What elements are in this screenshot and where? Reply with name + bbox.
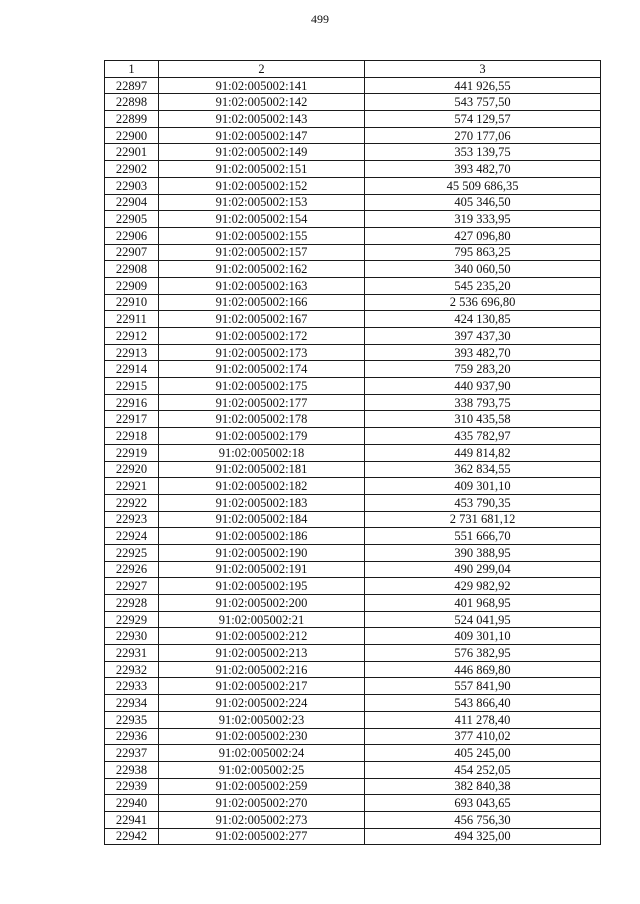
cadastral-number-cell: 91:02:005002:217 <box>159 678 365 695</box>
cadastral-number-cell: 91:02:005002:183 <box>159 494 365 511</box>
table-row <box>105 94 601 111</box>
table-row <box>105 778 601 795</box>
table-row <box>105 695 601 712</box>
cadastral-value-cell: 551 666,70 <box>365 528 601 545</box>
cadastral-number-cell: 91:02:005002:186 <box>159 528 365 545</box>
table-row <box>105 127 601 144</box>
cadastral-number-cell: 91:02:005002:162 <box>159 261 365 278</box>
cadastral-number-cell: 91:02:005002:155 <box>159 227 365 244</box>
table-row <box>105 761 601 778</box>
table-row <box>105 411 601 428</box>
row-number-cell: 22909 <box>105 277 159 294</box>
cadastral-number-cell: 91:02:005002:179 <box>159 428 365 445</box>
row-number-cell: 22929 <box>105 611 159 628</box>
cadastral-number-cell: 91:02:005002:177 <box>159 394 365 411</box>
cadastral-number-cell: 91:02:005002:182 <box>159 478 365 495</box>
cadastral-number-cell: 91:02:005002:230 <box>159 728 365 745</box>
cadastral-value-cell: 543 866,40 <box>365 695 601 712</box>
row-number-cell: 22898 <box>105 94 159 111</box>
row-number-cell: 22900 <box>105 127 159 144</box>
cadastral-number-cell: 91:02:005002:21 <box>159 611 365 628</box>
row-number-cell: 22935 <box>105 711 159 728</box>
cadastral-value-cell: 490 299,04 <box>365 561 601 578</box>
cadastral-value-cell: 409 301,10 <box>365 628 601 645</box>
table-row <box>105 277 601 294</box>
row-number-cell: 22921 <box>105 478 159 495</box>
row-number-cell: 22903 <box>105 177 159 194</box>
cadastral-value-cell: 453 790,35 <box>365 494 601 511</box>
row-number-cell: 22942 <box>105 828 159 845</box>
table-row <box>105 461 601 478</box>
cadastral-number-cell: 91:02:005002:167 <box>159 311 365 328</box>
cadastral-value-cell: 2 731 681,12 <box>365 511 601 528</box>
page-number: 499 <box>311 12 329 26</box>
cadastral-number-cell: 91:02:005002:178 <box>159 411 365 428</box>
row-number-cell: 22907 <box>105 244 159 261</box>
cadastral-value-cell: 440 937,90 <box>365 378 601 395</box>
cadastral-number-cell: 91:02:005002:154 <box>159 211 365 228</box>
cadastral-value-cell: 524 041,95 <box>365 611 601 628</box>
table-row <box>105 661 601 678</box>
row-number-cell: 22902 <box>105 161 159 178</box>
table-row <box>105 494 601 511</box>
cadastral-value-cell: 2 536 696,80 <box>365 294 601 311</box>
row-number-cell: 22928 <box>105 595 159 612</box>
cadastral-value-table <box>104 60 601 845</box>
row-number-cell: 22939 <box>105 778 159 795</box>
table-row <box>105 728 601 745</box>
cadastral-value-cell: 353 139,75 <box>365 144 601 161</box>
row-number-cell: 22910 <box>105 294 159 311</box>
row-number-cell: 22926 <box>105 561 159 578</box>
row-number-cell: 22936 <box>105 728 159 745</box>
table-row <box>105 227 601 244</box>
table-row <box>105 361 601 378</box>
cadastral-number-cell: 91:02:005002:195 <box>159 578 365 595</box>
row-number-cell: 22940 <box>105 795 159 812</box>
cadastral-number-cell: 91:02:005002:163 <box>159 277 365 294</box>
cadastral-number-cell: 91:02:005002:153 <box>159 194 365 211</box>
cadastral-number-cell: 91:02:005002:18 <box>159 444 365 461</box>
cadastral-number-cell: 91:02:005002:175 <box>159 378 365 395</box>
row-number-cell: 22917 <box>105 411 159 428</box>
row-number-cell: 22914 <box>105 361 159 378</box>
table-header-row <box>105 61 601 78</box>
cadastral-number-cell: 91:02:005002:25 <box>159 761 365 778</box>
cadastral-value-cell: 393 482,70 <box>365 161 601 178</box>
table-row <box>105 511 601 528</box>
cadastral-number-cell: 91:02:005002:270 <box>159 795 365 812</box>
cadastral-number-cell: 91:02:005002:142 <box>159 94 365 111</box>
table-body <box>105 77 601 845</box>
table-row <box>105 528 601 545</box>
row-number-cell: 22916 <box>105 394 159 411</box>
cadastral-value-cell: 429 982,92 <box>365 578 601 595</box>
cadastral-value-cell: 795 863,25 <box>365 244 601 261</box>
row-number-cell: 22934 <box>105 695 159 712</box>
cadastral-value-cell: 557 841,90 <box>365 678 601 695</box>
table-row <box>105 177 601 194</box>
cadastral-number-cell: 91:02:005002:184 <box>159 511 365 528</box>
cadastral-value-cell: 362 834,55 <box>365 461 601 478</box>
row-number-cell: 22925 <box>105 544 159 561</box>
row-number-cell: 22901 <box>105 144 159 161</box>
row-number-cell: 22931 <box>105 645 159 662</box>
cadastral-value-cell: 45 509 686,35 <box>365 177 601 194</box>
table-row <box>105 811 601 828</box>
cadastral-number-cell: 91:02:005002:224 <box>159 695 365 712</box>
cadastral-value-cell: 454 252,05 <box>365 761 601 778</box>
row-number-cell: 22927 <box>105 578 159 595</box>
table-row <box>105 561 601 578</box>
cadastral-value-cell: 382 840,38 <box>365 778 601 795</box>
cadastral-value-cell: 310 435,58 <box>365 411 601 428</box>
cadastral-number-cell: 91:02:005002:174 <box>159 361 365 378</box>
cadastral-number-cell: 91:02:005002:277 <box>159 828 365 845</box>
cadastral-number-cell: 91:02:005002:166 <box>159 294 365 311</box>
cadastral-number-cell: 91:02:005002:149 <box>159 144 365 161</box>
cadastral-value-cell: 456 756,30 <box>365 811 601 828</box>
table-row <box>105 111 601 128</box>
row-number-cell: 22933 <box>105 678 159 695</box>
row-number-cell: 22911 <box>105 311 159 328</box>
row-number-cell: 22941 <box>105 811 159 828</box>
table-row <box>105 645 601 662</box>
cadastral-value-cell: 401 968,95 <box>365 595 601 612</box>
cadastral-number-cell: 91:02:005002:151 <box>159 161 365 178</box>
cadastral-value-cell: 390 388,95 <box>365 544 601 561</box>
cadastral-value-cell: 427 096,80 <box>365 227 601 244</box>
cadastral-value-cell: 405 245,00 <box>365 745 601 762</box>
cadastral-number-cell: 91:02:005002:143 <box>159 111 365 128</box>
row-number-cell: 22899 <box>105 111 159 128</box>
cadastral-number-cell: 91:02:005002:141 <box>159 77 365 94</box>
table-row <box>105 244 601 261</box>
cadastral-value-cell: 543 757,50 <box>365 94 601 111</box>
cadastral-number-cell: 91:02:005002:152 <box>159 177 365 194</box>
cadastral-number-cell: 91:02:005002:191 <box>159 561 365 578</box>
cadastral-value-cell: 377 410,02 <box>365 728 601 745</box>
cadastral-value-cell: 424 130,85 <box>365 311 601 328</box>
row-number-cell: 22906 <box>105 227 159 244</box>
row-number-cell: 22923 <box>105 511 159 528</box>
table-row <box>105 595 601 612</box>
cadastral-value-cell: 435 782,97 <box>365 428 601 445</box>
cadastral-number-cell: 91:02:005002:157 <box>159 244 365 261</box>
cadastral-value-cell: 405 346,50 <box>365 194 601 211</box>
cadastral-value-cell: 759 283,20 <box>365 361 601 378</box>
table-row <box>105 678 601 695</box>
cadastral-number-cell: 91:02:005002:259 <box>159 778 365 795</box>
cadastral-value-cell: 338 793,75 <box>365 394 601 411</box>
table-row <box>105 194 601 211</box>
table-row <box>105 478 601 495</box>
table-row <box>105 144 601 161</box>
column-header-number: 1 <box>105 61 159 78</box>
cadastral-value-cell: 441 926,55 <box>365 77 601 94</box>
cadastral-value-cell: 576 382,95 <box>365 645 601 662</box>
column-header-value: 3 <box>365 61 601 78</box>
cadastral-value-cell: 319 333,95 <box>365 211 601 228</box>
cadastral-value-cell: 393 482,70 <box>365 344 601 361</box>
cadastral-number-cell: 91:02:005002:216 <box>159 661 365 678</box>
table-row <box>105 795 601 812</box>
cadastral-number-cell: 91:02:005002:173 <box>159 344 365 361</box>
table-row <box>105 211 601 228</box>
table-row <box>105 711 601 728</box>
cadastral-value-cell: 494 325,00 <box>365 828 601 845</box>
table-row <box>105 161 601 178</box>
row-number-cell: 22904 <box>105 194 159 211</box>
table-row <box>105 261 601 278</box>
cadastral-number-cell: 91:02:005002:24 <box>159 745 365 762</box>
row-number-cell: 22924 <box>105 528 159 545</box>
table-row <box>105 311 601 328</box>
cadastral-value-cell: 409 301,10 <box>365 478 601 495</box>
cadastral-number-cell: 91:02:005002:172 <box>159 328 365 345</box>
row-number-cell: 22897 <box>105 77 159 94</box>
cadastral-value-cell: 270 177,06 <box>365 127 601 144</box>
cadastral-number-cell: 91:02:005002:200 <box>159 595 365 612</box>
row-number-cell: 22905 <box>105 211 159 228</box>
table-row <box>105 544 601 561</box>
row-number-cell: 22915 <box>105 378 159 395</box>
cadastral-number-cell: 91:02:005002:181 <box>159 461 365 478</box>
cadastral-value-cell: 397 437,30 <box>365 328 601 345</box>
cadastral-number-cell: 91:02:005002:147 <box>159 127 365 144</box>
row-number-cell: 22930 <box>105 628 159 645</box>
cadastral-value-cell: 693 043,65 <box>365 795 601 812</box>
table-row <box>105 294 601 311</box>
table-row <box>105 428 601 445</box>
cadastral-value-cell: 545 235,20 <box>365 277 601 294</box>
cadastral-value-cell: 446 869,80 <box>365 661 601 678</box>
cadastral-value-cell: 411 278,40 <box>365 711 601 728</box>
row-number-cell: 22912 <box>105 328 159 345</box>
row-number-cell: 22922 <box>105 494 159 511</box>
row-number-cell: 22913 <box>105 344 159 361</box>
row-number-cell: 22938 <box>105 761 159 778</box>
cadastral-value-cell: 449 814,82 <box>365 444 601 461</box>
row-number-cell: 22908 <box>105 261 159 278</box>
table-row <box>105 444 601 461</box>
cadastral-number-cell: 91:02:005002:213 <box>159 645 365 662</box>
table-row <box>105 745 601 762</box>
row-number-cell: 22919 <box>105 444 159 461</box>
table-row <box>105 578 601 595</box>
column-header-cadastral-number: 2 <box>159 61 365 78</box>
table-row <box>105 628 601 645</box>
cadastral-number-cell: 91:02:005002:23 <box>159 711 365 728</box>
table-row <box>105 394 601 411</box>
table-row <box>105 378 601 395</box>
table-row <box>105 328 601 345</box>
table-row <box>105 611 601 628</box>
cadastral-number-cell: 91:02:005002:212 <box>159 628 365 645</box>
table-row <box>105 77 601 94</box>
table-row <box>105 828 601 845</box>
row-number-cell: 22937 <box>105 745 159 762</box>
cadastral-value-cell: 574 129,57 <box>365 111 601 128</box>
row-number-cell: 22918 <box>105 428 159 445</box>
table-row <box>105 344 601 361</box>
row-number-cell: 22932 <box>105 661 159 678</box>
cadastral-number-cell: 91:02:005002:273 <box>159 811 365 828</box>
cadastral-value-cell: 340 060,50 <box>365 261 601 278</box>
row-number-cell: 22920 <box>105 461 159 478</box>
cadastral-number-cell: 91:02:005002:190 <box>159 544 365 561</box>
